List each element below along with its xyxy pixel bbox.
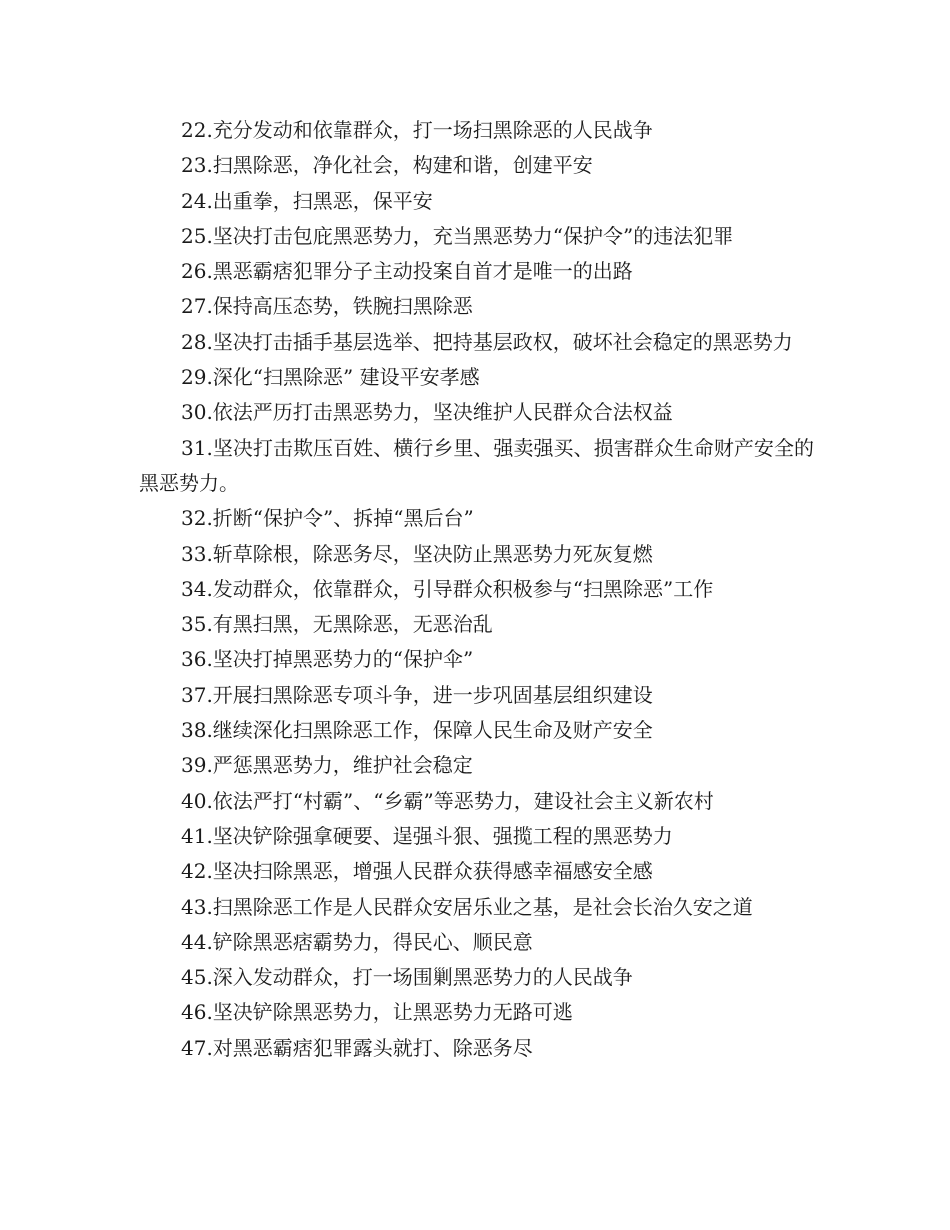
- list-item: 22.充分发动和依靠群众，打一场扫黑除恶的人民战争: [181, 118, 653, 142]
- list-item: 38.继续深化扫黑除恶工作，保障人民生命及财产安全: [181, 718, 653, 743]
- list-item: 37.开展扫黑除恶专项斗争，进一步巩固基层组织建设: [181, 682, 653, 707]
- list-item: 47.对黑恶霸痞犯罪露头就打、除恶务尽: [181, 1035, 533, 1060]
- list-item: 32.折断“保护令”、拆掉“黑后台”: [181, 506, 474, 531]
- list-item: 40.依法严打“村霸”、“乡霸”等恶势力，建设社会主义新农村: [181, 788, 714, 813]
- list-item: 35.有黑扫黑，无黑除恶，无恶治乱: [181, 612, 493, 637]
- list-item: 41.坚决铲除强拿硬要、逞强斗狠、强揽工程的黑恶势力: [181, 823, 673, 848]
- list-item: 42.坚决扫除黑恶，增强人民群众获得感幸福感安全感: [181, 859, 653, 884]
- list-item: 31.坚决打击欺压百姓、横行乡里、强卖强买、损害群众生命财产安全的黑恶势力。: [139, 435, 814, 495]
- list-item: 25.坚决打击包庇黑恶势力，充当黑恶势力“保护令”的违法犯罪: [181, 223, 734, 248]
- list-item: 45.深入发动群众，打一场围剿黑恶势力的人民战争: [181, 965, 633, 990]
- list-item: 43.扫黑除恶工作是人民群众安居乐业之基，是社会长治久安之道: [181, 894, 753, 919]
- list-item: 29.深化“扫黑除恶” 建设平安孝感: [181, 365, 480, 390]
- list-item: 23.扫黑除恶，净化社会，构建和谐，创建平安: [181, 153, 593, 178]
- list-item: 28.坚决打击插手基层选举、把持基层政权，破坏社会稳定的黑恶势力: [181, 329, 793, 354]
- list-item: 39.严惩黑恶势力，维护社会稳定: [181, 753, 473, 778]
- slogan-list: [139, 113, 814, 1066]
- list-item: 24.出重拳，扫黑恶，保平安: [181, 188, 433, 213]
- list-item: 34.发动群众，依靠群众，引导群众积极参与“扫黑除恶”工作: [181, 576, 714, 601]
- list-item: 36.坚决打掉黑恶势力的“保护伞”: [181, 647, 474, 672]
- list-item: 33.斩草除根，除恶务尽，坚决防止黑恶势力死灰复燃: [181, 541, 653, 566]
- list-item: 46.坚决铲除黑恶势力，让黑恶势力无路可逃: [181, 1000, 573, 1025]
- list-item: 27.保持高压态势，铁腕扫黑除恶: [181, 294, 473, 319]
- list-item: 44.铲除黑恶痞霸势力，得民心、顺民意: [181, 929, 533, 954]
- list-item: 30.依法严历打击黑恶势力，坚决维护人民群众合法权益: [181, 400, 673, 425]
- list-item: 26.黑恶霸痞犯罪分子主动投案自首才是唯一的出路: [181, 259, 633, 284]
